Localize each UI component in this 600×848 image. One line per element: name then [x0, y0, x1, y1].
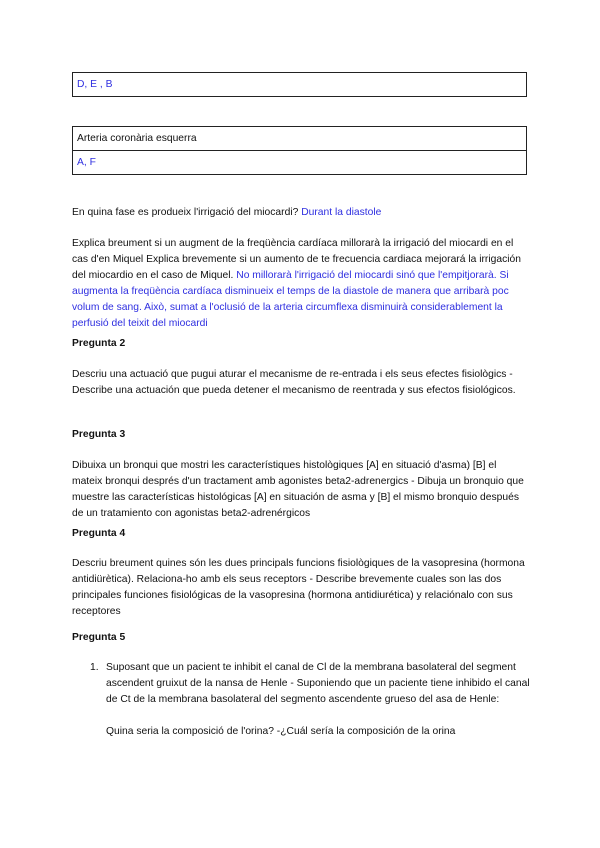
answer-value: A, F — [73, 150, 526, 174]
list-number: 1. — [90, 662, 99, 673]
answer-text: Durant la diastole — [301, 207, 382, 218]
question-text-pregunta-2: Descriu una actuació que pugui aturar el mecanisme de re-entrada i els seus efectes fisiològics - Describe una actuación que pueda detener el mecanismo de reentrada y sus efectos fisiológicos. — [72, 369, 516, 396]
question-text: Explica breument si un augment de la freqüència cardíaca millorarà la irrigació del miocardi en el cas d'en Miquel Explica brevemente si un aumento de te frecuencia cardiaca mejorará la irrigación del miocardio en el caso de Miquel. — [72, 238, 521, 281]
list-text: Suposant que un pacient te inhibit el canal de Cl de la membrana basolateral del segment ascendent gruixut de la nansa de Henle - Suponiendo que un paciente tiene inhibido el canal de Ct de la membrana basolateral del segmento ascendente grueso del asa de Henle: — [106, 662, 530, 705]
answer-value: D, E , B — [77, 79, 113, 90]
heading-pregunta-4: Pregunta 4 — [72, 528, 126, 539]
answer-label: Arteria coronària esquerra — [77, 133, 197, 144]
answer-box-1 — [72, 72, 527, 97]
list-item — [90, 660, 530, 740]
question-text: En quina fase es produeix l'irrigació del miocardi? — [72, 207, 302, 218]
heading-pregunta-5: Pregunta 5 — [72, 632, 126, 643]
question-text-pregunta-4: Descriu breument quines són les dues principals funcions fisiològiques de la vasopresina (hormona antidiürètica). Relaciona-ho amb els seus receptors - Describe brevemente cuales son las dos principales funciones fisiológicas de la vasopresina (hormona antidiurética) y relaciónalo con sus receptores — [72, 558, 525, 617]
answer-text: No millorarà l'irrigació del miocardi sinó que l'empitjorarà. Si augmenta la freqüència cardíaca disminueix el temps de la diastole de manera que arribarà poc volum de sang. Això, sumat a l'oclusió de la arteria circumflexa disminuirà considerablement la perfusió del teixit del miocardi — [72, 270, 509, 329]
question-irrigation — [72, 205, 528, 221]
answer-box-2 — [72, 126, 527, 175]
list-subtext: Quina seria la composició de l'orina? -¿Cuál sería la composición de la orina — [106, 726, 456, 737]
heading-pregunta-3: Pregunta 3 — [72, 429, 126, 440]
heading-pregunta-2: Pregunta 2 — [72, 338, 126, 349]
question-text-pregunta-3: Dibuixa un bronqui que mostri les característiques histològiques [A] en situació d'asma) [B] el mateix bronqui després d'un tractament amb agonistes beta2-adrenergics - Dibuja un bronquio que muestre las características histológicas [A] en situación de asma y [B] el mismo bronquio después de un tratamiento con agonistas beta2-adrenérgicos — [72, 460, 524, 519]
question-frequency — [72, 236, 528, 332]
